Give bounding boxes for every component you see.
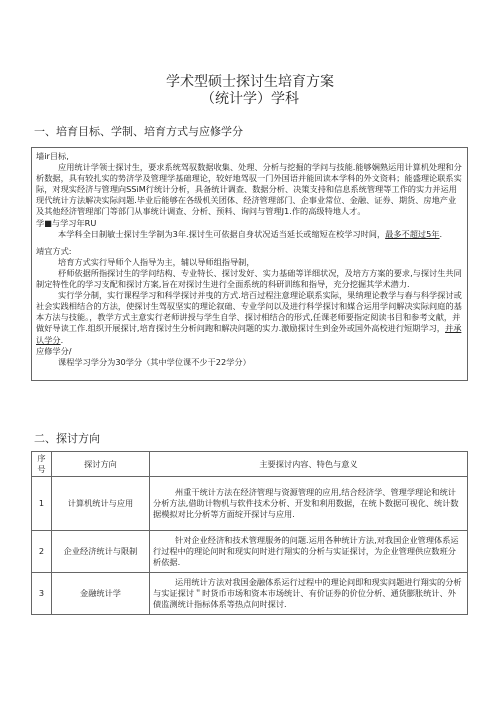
system-text-end: . bbox=[439, 228, 443, 239]
row-content-text: 运用统计方法对我国金融体系运行过程中的理论问即和现实问题进行翔实的分析与实证探讨＂时货币市场和资本市场统计、有价证券的价位分析、通货膨胀统计、外债监测统计指标体系等热点问时探讨. bbox=[153, 577, 462, 609]
system-label: 学■与学习年RU bbox=[36, 217, 97, 228]
method-3-end: . bbox=[60, 334, 64, 345]
doc-subtitle: （统计学）学科 bbox=[201, 91, 299, 107]
row-content bbox=[150, 573, 468, 615]
table-header-row bbox=[32, 452, 468, 477]
method-label: 靖宜方式: bbox=[36, 245, 72, 256]
credit-text: 课程学习学分为30学分（其中学位课不少于22学分） bbox=[58, 356, 251, 367]
row-content-text: 州重干统计方法在经济管理与资源管理的应用,结合经济学、管理学理论和统计分析方法,借助计物机与软件技术分析、开发和利用数据，在统卜数据可视化、统计数据模拟对比分析等方面绽开探讨与应用. bbox=[153, 487, 459, 519]
row-index: 1 bbox=[32, 477, 52, 531]
row-content bbox=[150, 477, 468, 531]
method-paragraph-1: 培育方式实行导师个人指导为主，辅以导师组指导制， bbox=[58, 256, 255, 267]
system-text bbox=[36, 229, 463, 240]
header-index: 序号 bbox=[32, 452, 52, 477]
row-content bbox=[150, 531, 468, 573]
goal-text: 应用统计学领士探讨生，要求系统驾驭数据收集、处理、分析与挖掘的学问与技能.能够娴熟运用计算机处理和分析数据，具有较扎实的势济学及管理学基础理论，较好地驾驭一门外国语并能回读本学科的外文资料；能盛理论联系实际，对现实经济与管理向SSiM行统计分析，具备统计调查、数据分析、决策支持和信息系统管理等工作的实力并运用现代统计方法解决实际问题.毕业后能够在各级机关团体、经济管理部门、企事业常位、金融、证券、期货、房地产业及其他经济管理部门等部门从事统计调查、分析、预料、询问与管理J1.作的高级特地人才。 bbox=[36, 162, 462, 217]
credit-label: 应修学分/ bbox=[36, 345, 72, 356]
table-row bbox=[32, 477, 468, 531]
method-paragraph-2: 杼师依据所指探讨生的学问结构、专业特长、探讨发好、实力基础等详细状况，及培方方案的要求,与探讨生共同制定特性化的学习支配和探讨方案,旨在对探讨生进行全面系统的科研训练和指导，充分挖掘其学术潜力. bbox=[36, 267, 462, 290]
table-row bbox=[32, 573, 468, 615]
section1-heading: 一、培育目标、学制、培育方式与应修学分 bbox=[34, 125, 243, 138]
section2-heading: 二、探讨方向 bbox=[34, 432, 100, 445]
method-paragraph-3 bbox=[36, 290, 463, 345]
row-direction: 企业经济统计与限制 bbox=[52, 531, 150, 573]
row-index: 2 bbox=[32, 531, 52, 573]
doc-title: 学术型硕士探讨生培育方案 bbox=[166, 74, 334, 90]
header-content: 主要探讨内容、特色与意义 bbox=[150, 452, 468, 477]
method-3-main: 实行学分制，实行课程学习和科学探讨并曳的方式.培百过程注意理论联系实际，果纳理论教学与春与科学探讨或社会实践相结合的方法，使探讨生驾驭坚实的理论叙础、专业学问以及进行科学探讨和媒合运用学问解决实际问庭的基本方法与技能。，教学方式主意实行老师讲授与学生自学、探讨相结合的形式,任课老师要指定阅读书目和参考文献，并做好导读工作.组织开展探讨,培育探讨生分析问跑和解决问题的实力.激励探讨生到金外或国外高校进行短期学习， bbox=[36, 290, 462, 334]
row-direction: 金融统计学 bbox=[52, 573, 150, 615]
section1-box bbox=[31, 147, 468, 381]
row-index: 3 bbox=[32, 573, 52, 615]
table-row bbox=[32, 531, 468, 573]
header-direction: 探讨方向 bbox=[52, 452, 150, 477]
system-text-main: 本学科全日制敏士探讨生学制为3年.探讨生可依据自身状况适当延长或缩短在校学习时间， bbox=[58, 228, 386, 239]
row-content-text: 针对企业经济和技术管理服务的问题.运用各种统计方法,对我国企业管理体系运行过程中的理论问时和现实问时进行翔实的分析与实证探讨，为企业管理供应数班分析依据. bbox=[153, 535, 459, 567]
row-direction: 计算机统计与应用 bbox=[52, 477, 150, 531]
goal-label: 墙ir目标, bbox=[36, 151, 69, 161]
research-direction-table bbox=[31, 451, 468, 615]
system-text-underlined: 最多不超过5年 bbox=[385, 228, 440, 239]
method-3-underlined: 并承认学分 bbox=[36, 323, 462, 345]
